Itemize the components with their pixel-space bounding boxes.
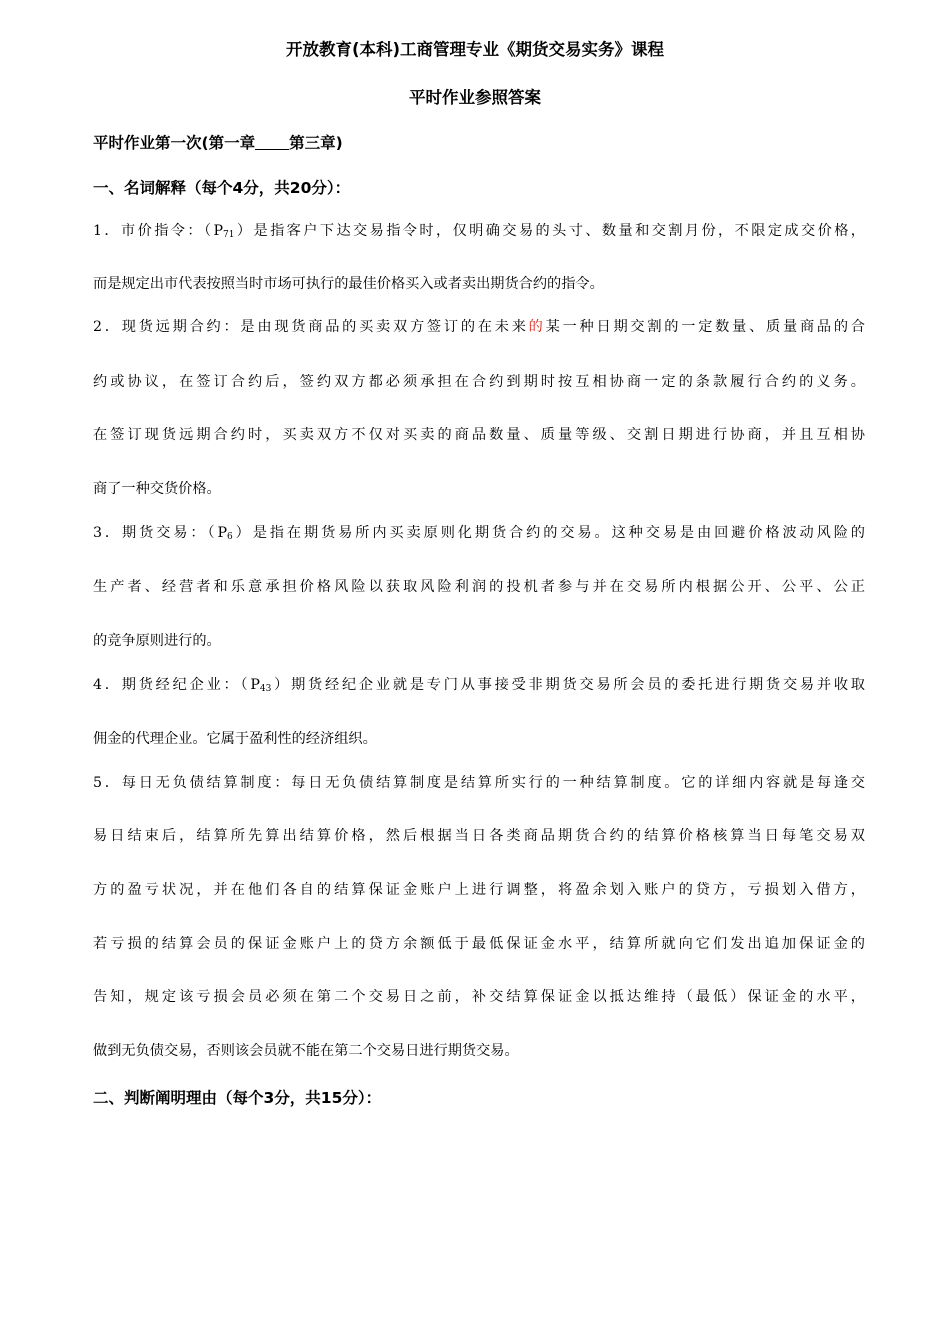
assignment-label-left: 平时作业第一次(第一章 — [93, 134, 256, 152]
term-3-line-2: 生产者、经营者和乐意承担价格风险以获取风险利润的投机者参与并在交易所内根据公开、公平、公正 — [93, 579, 865, 595]
term-1-page-ref: 71 — [223, 230, 235, 240]
term-4-text-a: 4．期货经纪企业：（P — [93, 677, 260, 693]
term-4-line-1 — [93, 676, 865, 698]
term-3-line-3: 的竞争原则进行的。 — [93, 633, 221, 649]
term-3-text-b: ）是指在期货易所内买卖原则化期货合约的交易。这种交易是由回避价格波动风险的 — [232, 525, 865, 541]
term-2-line-3: 在签订现货远期合约时，买卖双方不仅对买卖的商品数量、质量等级、交割日期进行协商，并且互相协 — [93, 427, 865, 443]
term-2-line-4: 商了一种交货价格。 — [93, 481, 221, 497]
term-5-line-1: 5．每日无负债结算制度：每日无负债结算制度是结算所实行的一种结算制度。它的详细内容就是每逢交 — [93, 775, 865, 791]
term-5-line-4: 若亏损的结算会员的保证金账户上的贷方余额低于最低保证金水平，结算所就向它们发出追加保证金的 — [93, 936, 865, 952]
term-3-text-a: 3．期货交易：（P — [93, 525, 227, 541]
fill-blank — [255, 135, 289, 150]
term-1-text-a: 1．市价指令：（P — [93, 223, 224, 239]
term-2-text-b: 某一种日期交割的一定数量、质量商品的合 — [545, 319, 865, 335]
document-title: 开放教育(本科)工商管理专业《期货交易实务》课程 — [285, 40, 665, 59]
term-3-page-ref: 6 — [227, 532, 233, 542]
term-5-line-3: 方的盈亏状况，并在他们各自的结算保证金账户上进行调整，将盈余划入账户的贷方，亏损划入借方， — [93, 882, 865, 898]
term-1-line-1 — [93, 222, 865, 244]
section-heading-judgement: 二、判断阐明理由（每个3分，共15分）： — [93, 1089, 382, 1107]
term-2-highlight: 的 — [528, 319, 546, 335]
assignment-label-right: 第三章) — [289, 134, 343, 152]
term-4-text-b: ）期货经纪企业就是专门从事接受非期货交易所会员的委托进行期货交易并收取 — [271, 677, 865, 693]
term-2-line-1 — [93, 318, 865, 336]
term-5-line-6: 做到无负债交易，否则该会员就不能在第二个交易日进行期货交易。 — [93, 1043, 519, 1059]
term-2-line-2: 约或协议，在签订合约后，签约双方都必须承担在合约到期时按互相协商一定的条款履行合约的义务。 — [93, 374, 865, 390]
assignment-label — [93, 131, 343, 153]
section-heading-terms: 一、名词解释（每个4分，共20分）： — [93, 179, 351, 197]
term-5-line-2: 易日结束后，结算所先算出结算价格，然后根据当日各类商品期货合约的结算价格核算当日每笔交易双 — [93, 828, 865, 844]
document-subtitle: 平时作业参照答案 — [409, 88, 541, 107]
term-1-line-2: 而是规定出市代表按照当时市场可执行的最佳价格买入或者卖出期货合约的指令。 — [93, 276, 604, 292]
term-5-line-5: 告知，规定该亏损会员必须在第二个交易日之前，补交结算保证金以抵达维持（最低）保证金的水平， — [93, 989, 865, 1005]
term-4-page-ref: 43 — [259, 684, 272, 694]
term-1-text-b: ）是指客户下达交易指令时，仅明确交易的头寸、数量和交割月份，不限定成交价格， — [234, 223, 865, 239]
term-2-text-a: 2．现货远期合约：是由现货商品的买卖双方签订的在未来 — [93, 319, 529, 335]
term-3-line-1 — [93, 524, 865, 546]
term-4-line-2: 佣金的代理企业。它属于盈利性的经济组织。 — [93, 731, 377, 747]
